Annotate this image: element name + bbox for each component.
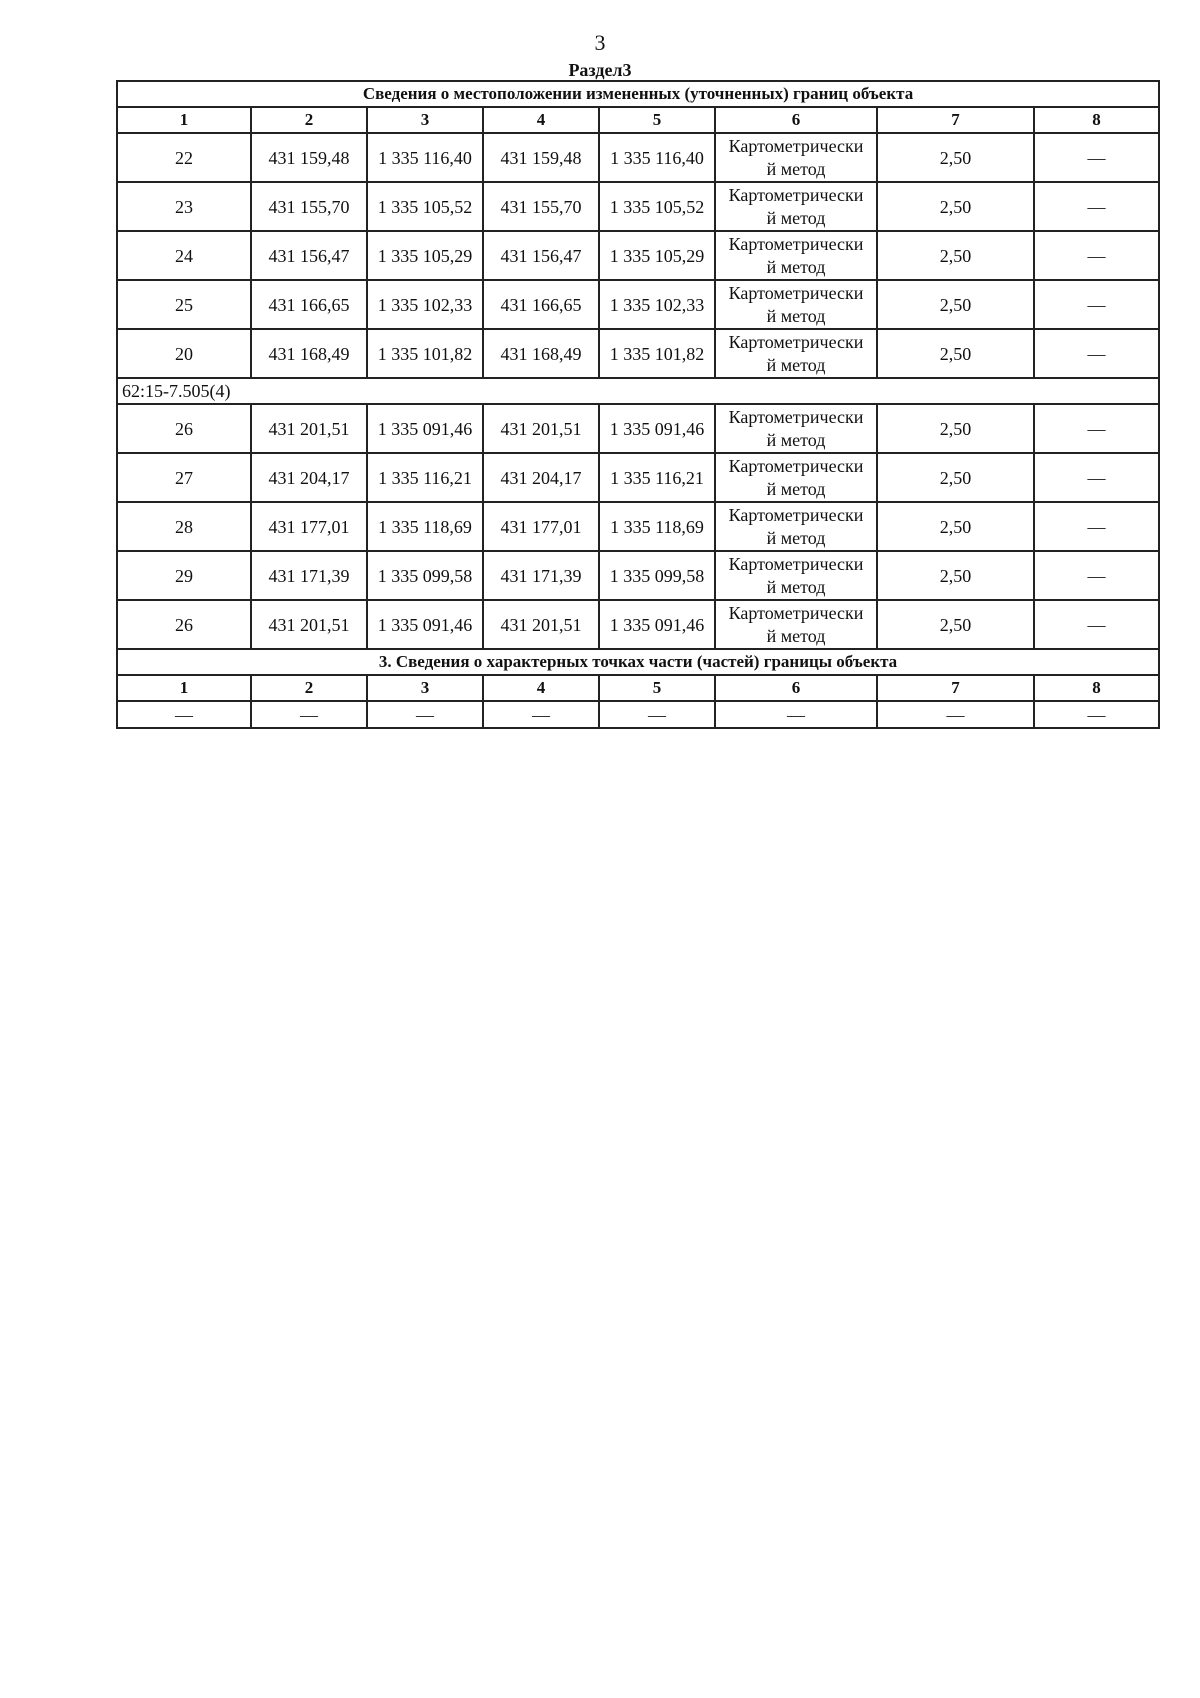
method-line-1: Картометрически [728, 184, 864, 205]
new-coord-y-cell: 1 335 091,46 [599, 404, 715, 453]
method-cell [715, 133, 877, 182]
new-coord-y-cell: 1 335 105,52 [599, 182, 715, 231]
column-number-row [117, 107, 1159, 133]
coord-y-cell: 1 335 091,46 [367, 600, 483, 649]
method-line-1: Картометрически [728, 455, 864, 476]
new-coord-y-cell: 1 335 116,40 [599, 133, 715, 182]
empty-cell: — [117, 701, 251, 728]
description-cell: — [1034, 453, 1159, 502]
table-row [117, 551, 1159, 600]
method-cell [715, 182, 877, 231]
empty-cell: — [1034, 701, 1159, 728]
description-cell: — [1034, 182, 1159, 231]
method-line-2: й метод [766, 305, 826, 326]
column-number: 7 [877, 107, 1034, 133]
coord-x-cell: 431 204,17 [251, 453, 367, 502]
coord-y-cell: 1 335 091,46 [367, 404, 483, 453]
new-coord-y-cell: 1 335 101,82 [599, 329, 715, 378]
new-coord-x-cell: 431 204,17 [483, 453, 599, 502]
new-coord-x-cell: 431 177,01 [483, 502, 599, 551]
method-line-2: й метод [766, 354, 826, 375]
parts-column-number-row [117, 675, 1159, 701]
method-line-1: Картометрически [728, 233, 864, 254]
coord-y-cell: 1 335 099,58 [367, 551, 483, 600]
precision-cell: 2,50 [877, 453, 1034, 502]
column-number: 8 [1034, 107, 1159, 133]
new-coord-y-cell: 1 335 116,21 [599, 453, 715, 502]
new-coord-x-cell: 431 171,39 [483, 551, 599, 600]
point-number-cell: 20 [117, 329, 251, 378]
precision-cell: 2,50 [877, 404, 1034, 453]
method-line-1: Картометрически [728, 504, 864, 525]
new-coord-x-cell: 431 168,49 [483, 329, 599, 378]
method-cell [715, 231, 877, 280]
section-label: Раздел3 [568, 60, 632, 80]
empty-cell: — [715, 701, 877, 728]
column-number: 6 [715, 107, 877, 133]
coord-x-cell: 431 171,39 [251, 551, 367, 600]
boundary-coordinates-table [116, 80, 1160, 729]
precision-cell: 2,50 [877, 329, 1034, 378]
description-cell: — [1034, 502, 1159, 551]
precision-cell: 2,50 [877, 280, 1034, 329]
method-line-2: й метод [766, 527, 826, 548]
table-row [117, 280, 1159, 329]
table-title: Сведения о местоположении измененных (уточненных) границ объекта [117, 81, 1159, 107]
table-row [117, 182, 1159, 231]
description-cell: — [1034, 231, 1159, 280]
description-cell: — [1034, 404, 1159, 453]
parts-section-title: 3. Сведения о характерных точках части (частей) границы объекта [117, 649, 1159, 675]
column-number: 7 [877, 675, 1034, 701]
column-number: 5 [599, 675, 715, 701]
precision-cell: 2,50 [877, 600, 1034, 649]
coord-x-cell: 431 201,51 [251, 404, 367, 453]
coord-y-cell: 1 335 118,69 [367, 502, 483, 551]
method-line-2: й метод [766, 158, 826, 179]
empty-cell: — [367, 701, 483, 728]
point-number-cell: 28 [117, 502, 251, 551]
table-row [117, 404, 1159, 453]
point-number-cell: 27 [117, 453, 251, 502]
description-cell: — [1034, 133, 1159, 182]
point-number-cell: 22 [117, 133, 251, 182]
column-number: 8 [1034, 675, 1159, 701]
coord-x-cell: 431 168,49 [251, 329, 367, 378]
method-cell [715, 404, 877, 453]
column-number: 2 [251, 107, 367, 133]
method-cell [715, 600, 877, 649]
coord-x-cell: 431 156,47 [251, 231, 367, 280]
method-line-1: Картометрически [728, 553, 864, 574]
point-number-cell: 25 [117, 280, 251, 329]
column-number: 5 [599, 107, 715, 133]
point-number-cell: 23 [117, 182, 251, 231]
group-label-row [117, 378, 1159, 404]
point-number-cell: 24 [117, 231, 251, 280]
table-row [117, 133, 1159, 182]
method-line-2: й метод [766, 429, 826, 450]
new-coord-y-cell: 1 335 099,58 [599, 551, 715, 600]
coord-x-cell: 431 159,48 [251, 133, 367, 182]
method-cell [715, 453, 877, 502]
method-line-1: Картометрически [728, 282, 864, 303]
precision-cell: 2,50 [877, 231, 1034, 280]
coord-y-cell: 1 335 101,82 [367, 329, 483, 378]
column-number: 2 [251, 675, 367, 701]
description-cell: — [1034, 329, 1159, 378]
point-number-cell: 26 [117, 600, 251, 649]
method-line-2: й метод [766, 207, 826, 228]
table-title-row [117, 81, 1159, 107]
method-line-2: й метод [766, 576, 826, 597]
method-line-1: Картометрически [728, 602, 864, 623]
point-number-cell: 26 [117, 404, 251, 453]
empty-cell: — [251, 701, 367, 728]
coord-y-cell: 1 335 102,33 [367, 280, 483, 329]
precision-cell: 2,50 [877, 551, 1034, 600]
column-number: 1 [117, 675, 251, 701]
coord-x-cell: 431 166,65 [251, 280, 367, 329]
precision-cell: 2,50 [877, 182, 1034, 231]
column-number: 4 [483, 675, 599, 701]
table-row [117, 231, 1159, 280]
method-cell [715, 280, 877, 329]
point-number-cell: 29 [117, 551, 251, 600]
page-number: 3 [594, 30, 606, 55]
method-line-2: й метод [766, 478, 826, 499]
coord-x-cell: 431 177,01 [251, 502, 367, 551]
new-coord-y-cell: 1 335 105,29 [599, 231, 715, 280]
method-line-2: й метод [766, 625, 826, 646]
parts-empty-row [117, 701, 1159, 728]
empty-cell: — [599, 701, 715, 728]
column-number: 4 [483, 107, 599, 133]
precision-cell: 2,50 [877, 502, 1034, 551]
column-number: 3 [367, 675, 483, 701]
column-number: 6 [715, 675, 877, 701]
precision-cell: 2,50 [877, 133, 1034, 182]
new-coord-y-cell: 1 335 091,46 [599, 600, 715, 649]
empty-cell: — [877, 701, 1034, 728]
method-line-1: Картометрически [728, 135, 864, 156]
coord-y-cell: 1 335 105,29 [367, 231, 483, 280]
empty-cell: — [483, 701, 599, 728]
new-coord-x-cell: 431 156,47 [483, 231, 599, 280]
method-line-1: Картометрически [728, 406, 864, 427]
new-coord-y-cell: 1 335 102,33 [599, 280, 715, 329]
coord-y-cell: 1 335 116,40 [367, 133, 483, 182]
description-cell: — [1034, 551, 1159, 600]
new-coord-x-cell: 431 159,48 [483, 133, 599, 182]
column-number: 1 [117, 107, 251, 133]
method-cell [715, 329, 877, 378]
method-cell [715, 502, 877, 551]
method-line-1: Картометрически [728, 331, 864, 352]
description-cell: — [1034, 280, 1159, 329]
coord-y-cell: 1 335 116,21 [367, 453, 483, 502]
new-coord-x-cell: 431 166,65 [483, 280, 599, 329]
new-coord-y-cell: 1 335 118,69 [599, 502, 715, 551]
new-coord-x-cell: 431 201,51 [483, 600, 599, 649]
parts-title-row [117, 649, 1159, 675]
new-coord-x-cell: 431 155,70 [483, 182, 599, 231]
table-row [117, 600, 1159, 649]
coord-y-cell: 1 335 105,52 [367, 182, 483, 231]
coord-x-cell: 431 201,51 [251, 600, 367, 649]
new-coord-x-cell: 431 201,51 [483, 404, 599, 453]
method-cell [715, 551, 877, 600]
group-label: 62:15-7.505(4) [117, 378, 1159, 404]
column-number: 3 [367, 107, 483, 133]
description-cell: — [1034, 600, 1159, 649]
table-row [117, 329, 1159, 378]
coord-x-cell: 431 155,70 [251, 182, 367, 231]
table-row [117, 502, 1159, 551]
method-line-2: й метод [766, 256, 826, 277]
table-row [117, 453, 1159, 502]
